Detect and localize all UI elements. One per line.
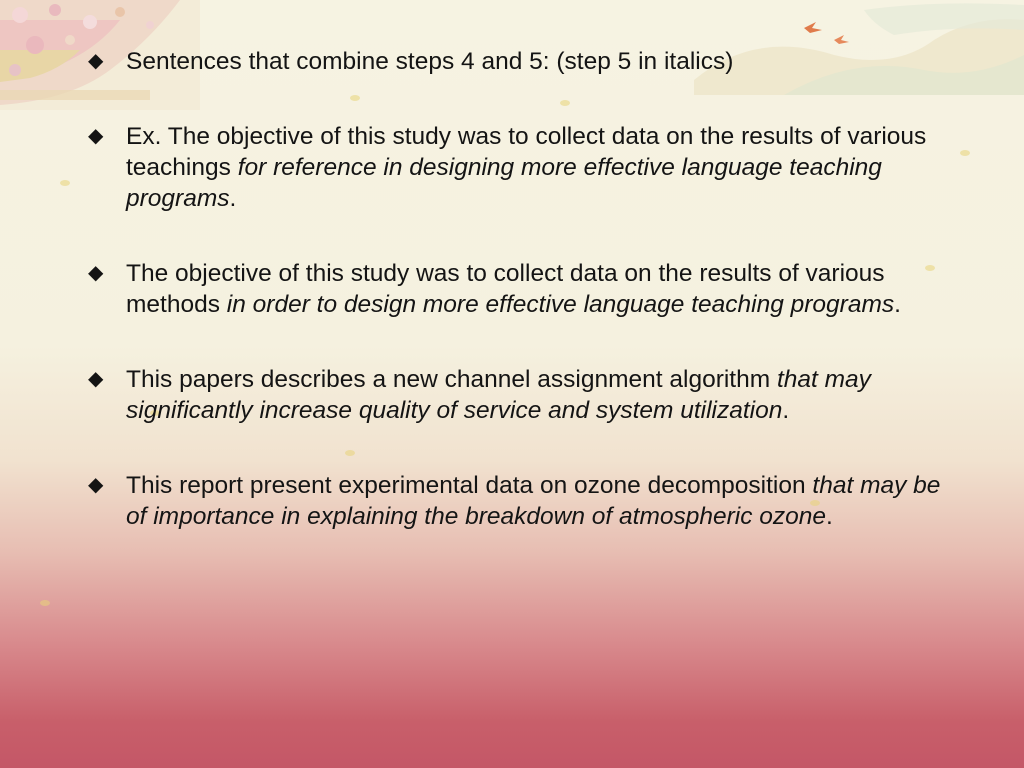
diamond-bullet-icon: ◆ bbox=[88, 368, 104, 390]
bullet-italic-text: that may significantly increase quality of service and system utilization bbox=[126, 366, 871, 424]
bullet-text: This papers describes a new channel assignment algorithm bbox=[126, 366, 777, 393]
bullet-text: Ex. The objective of this study was to collect data on the results of various teachings bbox=[126, 123, 927, 181]
decorative-speck bbox=[40, 600, 50, 606]
bullet-item bbox=[88, 121, 948, 214]
diamond-bullet-icon: ◆ bbox=[88, 474, 104, 496]
bullet-item bbox=[88, 364, 948, 426]
bullet-italic-text: for reference in designing more effective language teaching programs bbox=[126, 154, 882, 212]
diamond-bullet-icon: ◆ bbox=[88, 125, 104, 147]
bullet-list bbox=[88, 46, 948, 576]
bullet-item bbox=[88, 46, 948, 77]
diamond-bullet-icon: ◆ bbox=[88, 262, 104, 284]
decorative-speck bbox=[960, 150, 970, 156]
bullet-item bbox=[88, 258, 948, 320]
bullet-end: . bbox=[894, 291, 901, 318]
bullet-italic-text: in order to design more effective language teaching programs bbox=[226, 291, 895, 318]
bullet-text: Sentences that combine steps 4 and 5: (step 5 in italics) bbox=[126, 48, 734, 75]
bullet-text: The objective of this study was to collect data on the results of various methods bbox=[126, 260, 885, 318]
bullet-end: . bbox=[229, 185, 237, 212]
decorative-speck bbox=[60, 180, 70, 186]
bullet-end: . bbox=[826, 503, 833, 530]
bullet-end: . bbox=[782, 397, 790, 424]
bullet-item bbox=[88, 470, 948, 532]
diamond-bullet-icon: ◆ bbox=[88, 50, 104, 72]
bullet-italic-text: that may be of importance in explaining the breakdown of atmospheric ozone bbox=[126, 472, 941, 530]
bullet-text: This report present experimental data on ozone decomposition bbox=[126, 472, 813, 499]
